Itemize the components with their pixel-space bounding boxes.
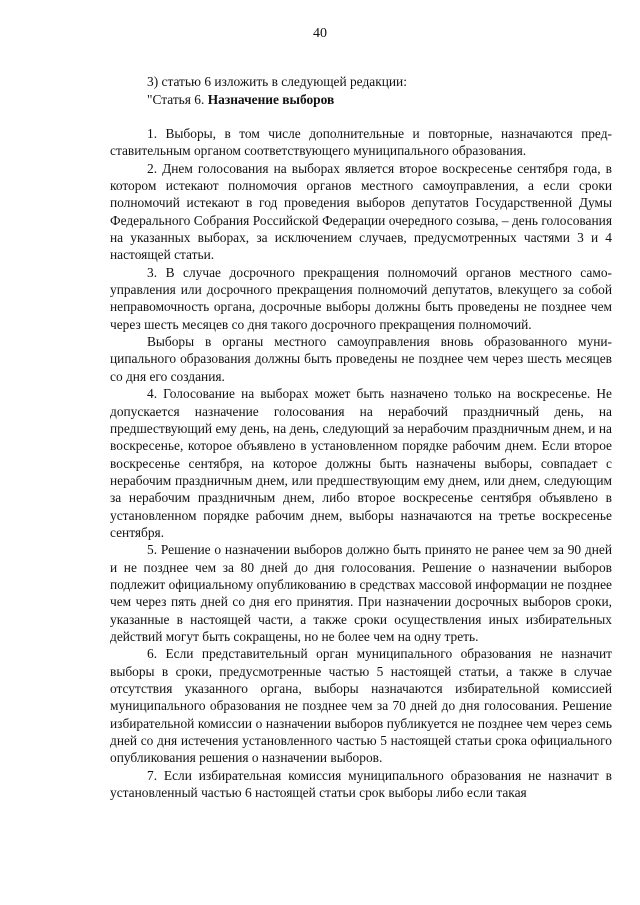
article-number: "Статья 6. [147,91,205,107]
paragraph-3-continued: Выборы в органы местного самоуправления вновь образованного муниципального образования должны быть проведены не позднее чем через шесть месяцев со дня его создания. [110,334,612,384]
paragraph-4: 4. Голосование на выборах может быть назначено только на воскресенье. Не допускается назначение голосования на нерабочий праздничный день, на предшествующий ему день, на день, следующий за нерабочим праздничным днем, и на воскресенье, которое объявлено в установленном порядке рабочим днем. Если второе воскресенье сентября, на которое должны быть назначены выборы, совпадает с нерабочим праздничным днем, или предшествующим ему днем, или днем, следующим за нерабочим праздничным днем, либо второе воскресенье сентября объявлено в установленном порядке рабочим днем, выборы назначаются на третье воскресенье сентября. [110,386,612,540]
paragraph-2: 2. Днем голосования на выборах является второе воскресенье сентября года, в котором истекают полномочия органов местного самоуправления, а если сроки полномочий истекают в год проведения выборов депутатов Государственной Думы Федерального Собрания Российской Федерации очередного созыва, – день голосования на указанных выборах, за исключением случаев, предусмотренных частями 3 и 4 настоящей статьи. [110,160,612,263]
amendment-instruction: 3) статью 6 изложить в следующей редакции: [147,74,407,89]
article-body [110,125,612,801]
page-number: 40 [313,26,327,41]
paragraph-6: 6. Если представительный орган муниципального образования не назначит выборы в сроки, предусмотренные частью 5 настоящей статьи, а также в случае отсутствия указанного органа, выборы назначаются избирательной комиссией муниципального образования не позднее чем за 70 дней до дня голосования. Решение избирательной комиссии о назначении выборов публикуется не позднее чем через семь дней со дня истечения установленного частью 5 настоящей статьи срока официального опубликования решения о назначении выборов. [110,646,612,766]
paragraph-1: 1. Выборы, в том числе дополнительные и повторные, назначаются представительным органом соответствующего муниципального образования. [110,126,612,159]
article-heading [147,91,407,109]
paragraph-3: 3. В случае досрочного прекращения полномочий органов местного самоуправления или досрочного прекращения полномочий депутатов, влекущего за собой неправомочность органа, досрочные выборы должны быть проведены не позднее чем через шесть месяцев со дня такого досрочного прекращения полномочий. [110,264,612,332]
amendment-intro [147,73,407,108]
article-title: Назначение выборов [207,91,335,107]
paragraph-5: 5. Решение о назначении выборов должно быть принято не ранее чем за 90 дней и не позднее чем за 80 дней до дня голосования. Решение о назначении выборов подлежит официальному опубликованию в средствах массовой информации не позднее чем через пять дней со дня его принятия. При назначении досрочных выборов сроки, указанные в настоящей части, а также сроки осуществления иных избирательных действий могут быть сокращены, но не более чем на одну треть. [110,542,612,644]
paragraph-7: 7. Если избирательная комиссия муниципального образования не назначит в установленный частью 6 настоящей статьи срок выборы либо если такая [110,767,612,801]
